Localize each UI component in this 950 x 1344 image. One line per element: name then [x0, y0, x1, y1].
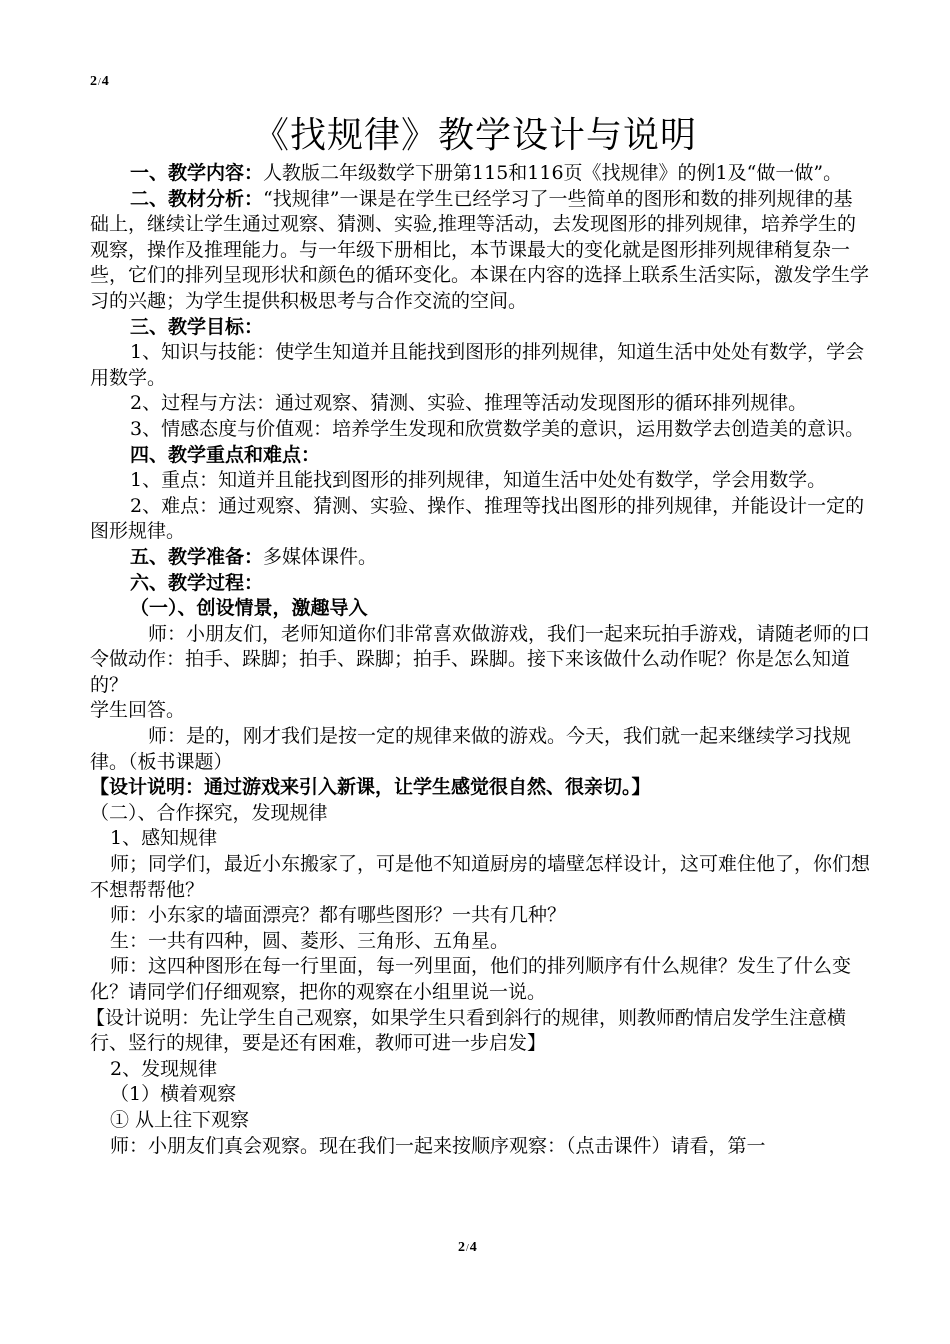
- section-goals-heading: 三、教学目标：: [130, 315, 264, 338]
- keypoint-item: 1、重点：知道并且能找到图形的排列规律，知道生活中处处有数学，学会用数学。: [130, 469, 827, 492]
- section-prep: [90, 545, 870, 571]
- process-paragraph: 学生回答。: [90, 699, 186, 722]
- process-paragraph: 师；同学们，最近小东搬家了，可是他不知道厨房的墙壁怎样设计，这可难住他了，你们想不想帮帮他？: [90, 853, 871, 901]
- process-paragraph: 师：这四种图形在每一行里面，每一列里面，他们的排列顺序有什么规律？发生了什么变化？请同学们仔细观察，把你的观察在小组里说一说。: [90, 955, 852, 1003]
- section-keypoints-heading: 四、教学重点和难点：: [130, 443, 321, 466]
- process-part2-heading: （二）、合作探究，发现规律: [90, 801, 328, 824]
- page-number-top: [90, 74, 109, 91]
- section-content: [90, 161, 870, 187]
- section-heading: 五、教学准备：: [130, 545, 264, 568]
- section-text: 人教版二年级数学下册第115和116页《找规律》的例1及“做一做”。: [263, 162, 843, 184]
- page-current: 2: [458, 1240, 465, 1255]
- section-text: 多媒体课件。: [263, 545, 378, 568]
- process-paragraph: 生：一共有四种，圆、菱形、三角形、五角星。: [110, 929, 510, 952]
- process-paragraph: 师：小东家的墙面漂亮？都有哪些图形？一共有几种？: [110, 904, 567, 927]
- process-subheading: 2、发现规律: [110, 1057, 218, 1080]
- process-paragraph: 师：小朋友们真会观察。现在我们一起来按顺序观察：（点击课件）请看，第一: [110, 1134, 766, 1157]
- process-subheading: ① 从上往下观察: [110, 1108, 250, 1131]
- goal-item: 2、过程与方法：通过观察、猜测、实验、推理等活动发现图形的循环排列规律。: [130, 392, 808, 415]
- section-process-heading: 六、教学过程：: [130, 571, 264, 594]
- goal-item: 3、情感态度与价值观：培养学生发现和欣赏数学美的意识，运用数学去创造美的意识。: [130, 417, 865, 440]
- design-note: 【设计说明：通过游戏来引入新课，让学生感觉很自然、很亲切。】: [90, 776, 651, 799]
- page-total: 4: [101, 74, 109, 89]
- keypoint-item: 2、难点：通过观察、猜测、实验、操作、推理等找出图形的排列规律，并能设计一定的图形规律。: [90, 494, 865, 543]
- process-paragraph: 师：小朋友们，老师知道你们非常喜欢做游戏，我们一起来玩拍手游戏，请随老师的口令做动作：拍手、跺脚；拍手、跺脚；拍手、跺脚。接下来该做什么动作呢？你是怎么知道的？: [90, 622, 871, 696]
- process-subheading: （1）横着观察: [110, 1083, 237, 1106]
- page-number-bottom: [458, 1240, 477, 1257]
- page-separator: /: [98, 77, 101, 88]
- process-part1-heading: （一）、创设情景，激趣导入: [130, 597, 368, 620]
- document-title: 《找规律》教学设计与说明: [252, 115, 697, 156]
- section-text: “找规律”一课是在学生已经学习了一些简单的图形和数的排列规律的基础上，继续让学生通过观察、猜测、实验,推理等活动，去发现图形的排列规律，培养学生的观察，操作及推理能力。与一年级下册相比，本节课最大的变化就是图形排列规律稍复杂一些，它们的排列呈现形状和颜色的循环变化。本课在内容的选择上联系生活实际，激发学生学习的兴趣；为学生提供积极思考与合作交流的空间。: [90, 187, 870, 312]
- page-total: 4: [469, 1240, 477, 1255]
- goal-item: 1、知识与技能：使学生知道并且能找到图形的排列规律，知道生活中处处有数学，学会用数学。: [90, 341, 865, 389]
- section-heading: 二、教材分析：: [130, 187, 264, 210]
- document-body: [86, 161, 871, 1159]
- section-analysis: [90, 187, 870, 315]
- process-subheading: 1、感知规律: [110, 827, 218, 850]
- process-paragraph: 师：是的，刚才我们是按一定的规律来做的游戏。今天，我们就一起来继续学习找规律。（板书课题）: [90, 725, 852, 773]
- section-heading: 一、教学内容：: [130, 162, 264, 184]
- page-separator: /: [466, 1243, 469, 1254]
- page-current: 2: [90, 74, 97, 89]
- design-note: 【设计说明：先让学生自己观察，如果学生只看到斜行的规律，则教师酌情启发学生注意横行、竖行的规律，要是还有困难，教师可进一步启发】: [86, 1006, 847, 1055]
